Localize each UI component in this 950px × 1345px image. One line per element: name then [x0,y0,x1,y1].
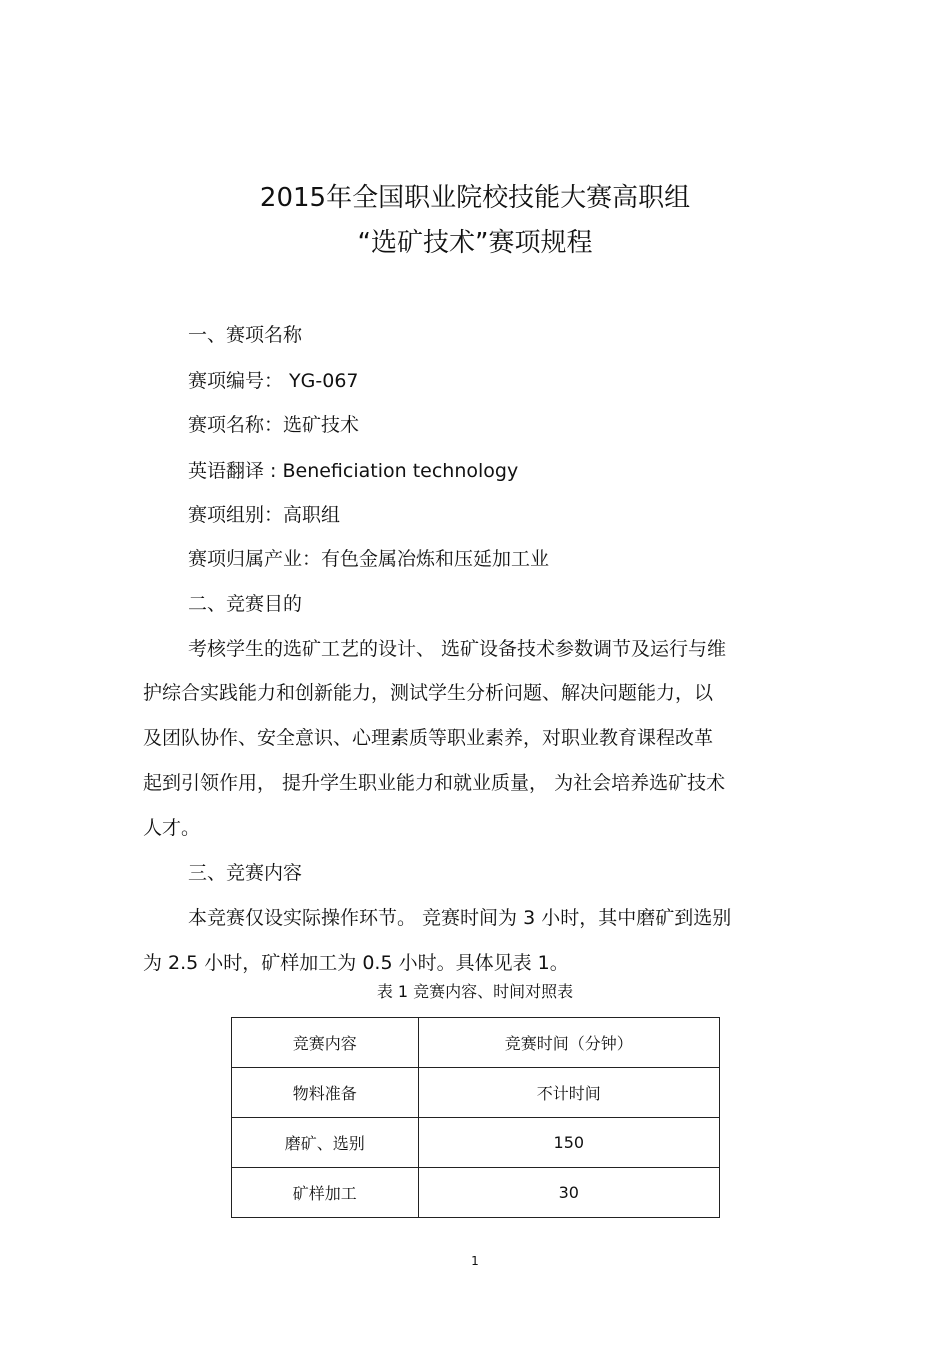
table-row [232,1168,720,1218]
content-paragraph-line: 本竞赛仅设实际操作环节。 竞赛时间为 3 小时，其中磨矿到选别 [188,907,732,929]
table-cell: 150 [418,1118,719,1168]
section-heading-content: 三、竞赛内容 [188,862,303,884]
page-number: 1 [471,1254,479,1268]
event-name-line: 赛项名称：选矿技术 [188,414,360,436]
english-translation-line: 英语翻译 : Beneficiation technology [188,460,519,482]
table-row [232,1068,720,1118]
table-cell: 30 [418,1168,719,1218]
contest-time-table [231,1017,720,1218]
table-caption: 表 1 竞赛内容、时间对照表 [376,982,574,1001]
purpose-paragraph-line: 人才。 [143,817,201,839]
content-paragraph-line: 为 2.5 小时，矿样加工为 0.5 小时。具体见表 1。 [143,952,569,974]
document-title-line-2: “选矿技术”赛项规程 [357,228,593,258]
section-heading-event-name: 一、赛项名称 [188,324,303,346]
table-cell: 矿样加工 [232,1168,419,1218]
table-row [232,1118,720,1168]
table-cell: 磨矿、选别 [232,1118,419,1168]
purpose-paragraph-line: 护综合实践能力和创新能力，测试学生分析问题、解决问题能力，以 [143,682,714,704]
table-header-cell: 竞赛时间（分钟） [418,1018,719,1068]
purpose-paragraph-line: 考核学生的选矿工艺的设计、 选矿设备技术参数调节及运行与维 [188,638,727,660]
purpose-paragraph-line: 起到引领作用， 提升学生职业能力和就业质量， 为社会培养选矿技术 [143,772,726,794]
document-title-line-1: 2015年全国职业院校技能大赛高职组 [259,183,691,213]
table-cell: 物料准备 [232,1068,419,1118]
section-heading-purpose: 二、竞赛目的 [188,593,303,615]
table-header-cell: 竞赛内容 [232,1018,419,1068]
event-group-line: 赛项组别：高职组 [188,504,341,526]
purpose-paragraph-line: 及团队协作、安全意识、心理素质等职业素养，对职业教育课程改革 [143,727,714,749]
table-cell: 不计时间 [418,1068,719,1118]
table-header-row [232,1018,720,1068]
event-code-line: 赛项编号： YG-067 [188,370,359,392]
event-industry-line: 赛项归属产业：有色金属冶炼和压延加工业 [188,548,550,570]
